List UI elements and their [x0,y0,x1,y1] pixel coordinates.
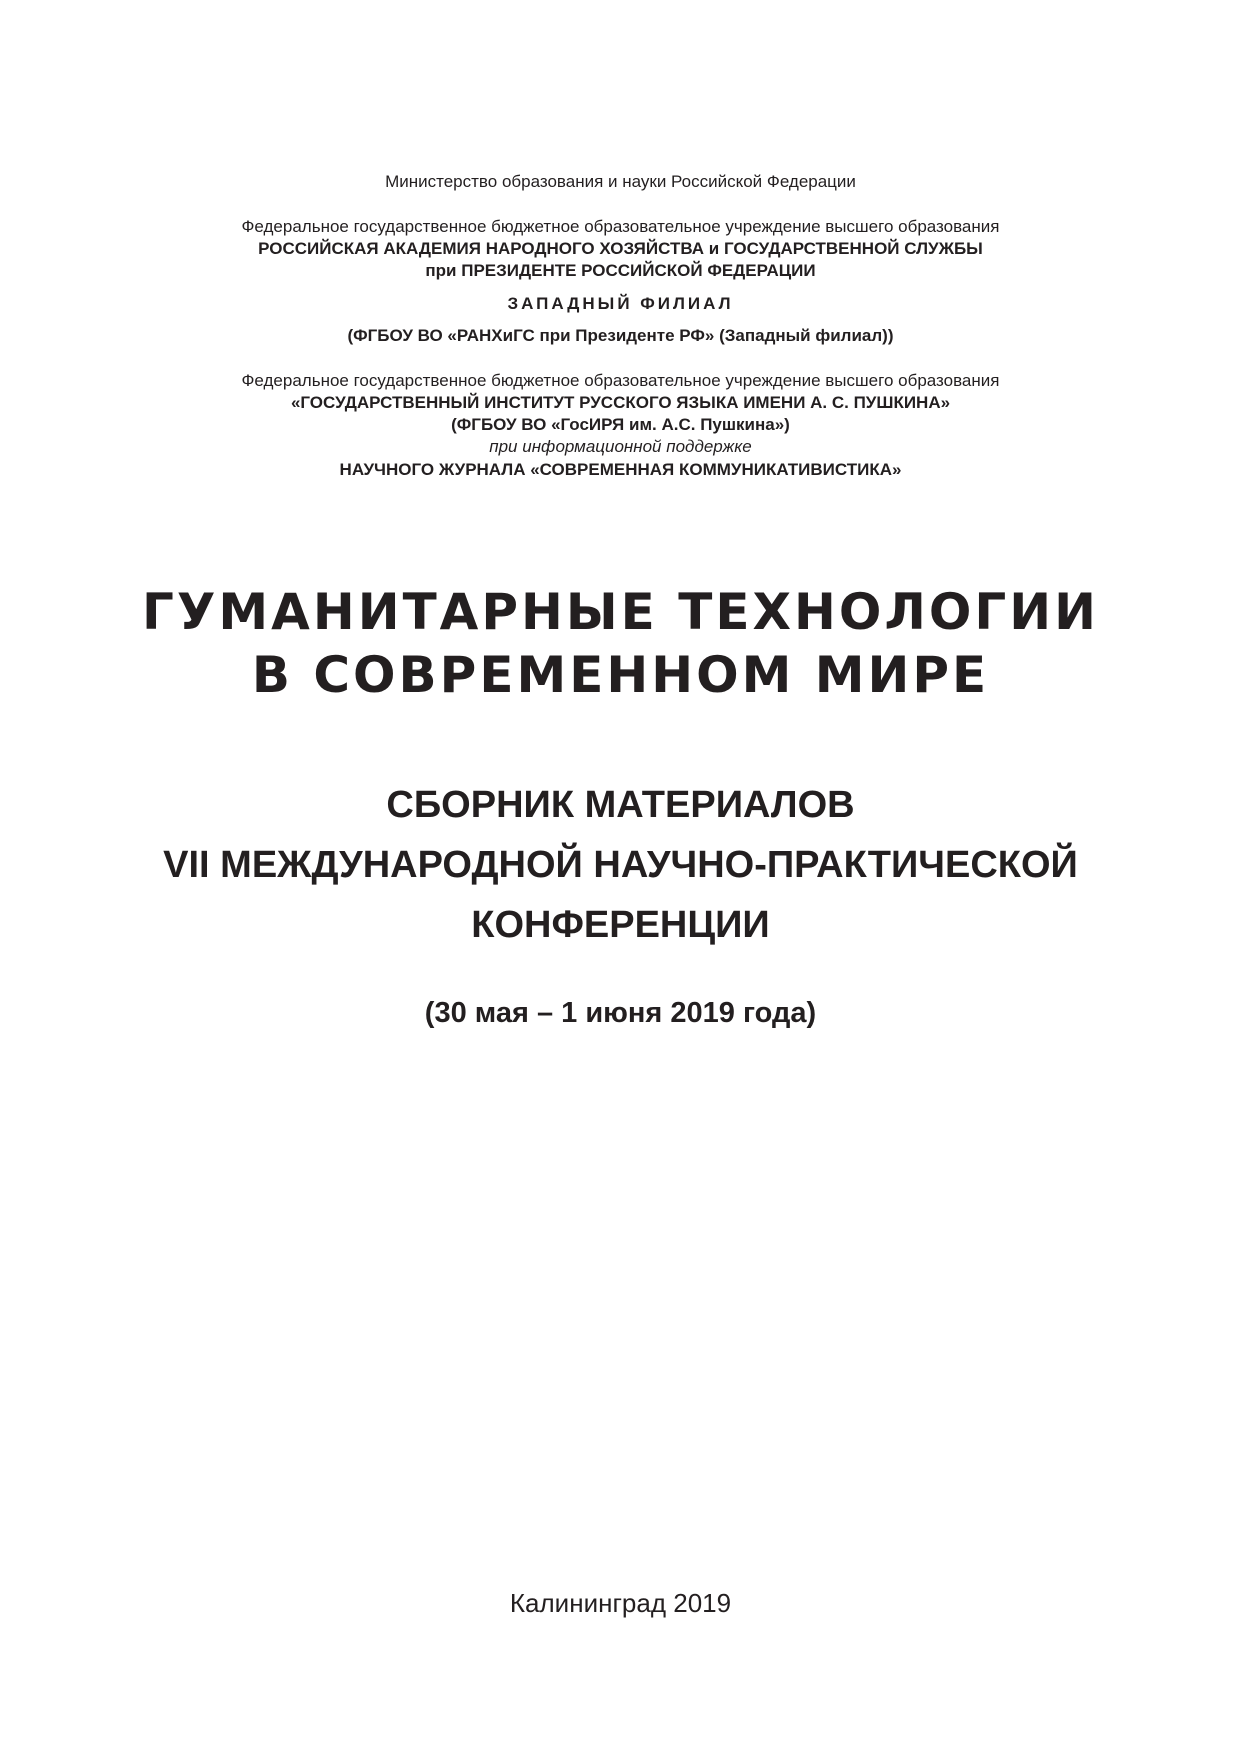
org1-branch: ЗАПАДНЫЙ ФИЛИАЛ [507,294,734,313]
org1-name-line2: при ПРЕЗИДЕНТЕ РОССИЙСКОЙ ФЕДЕРАЦИИ [425,261,816,280]
org1-abbreviation: (ФГБОУ ВО «РАНХиГС при Президенте РФ» (Западный филиал)) [347,326,894,345]
support-note: при информационной поддержке [489,437,752,456]
org2-type: Федеральное государственное бюджетное образовательное учреждение высшего образования [241,371,1000,390]
ministry-name: Министерство образования и науки Российской Федерации [385,172,856,191]
subtitle-line1: СБОРНИК МАТЕРИАЛОВ [386,784,855,826]
org1-name-line1: РОССИЙСКАЯ АКАДЕМИЯ НАРОДНОГО ХОЗЯЙСТВА и ГОСУДАРСТВЕННОЙ СЛУЖБЫ [258,239,983,258]
city-year: Калининград 2019 [509,1588,732,1618]
subtitle-line3: КОНФЕРЕНЦИИ [471,904,770,946]
conference-dates: (30 мая – 1 июня 2019 года) [424,997,817,1029]
journal-name: НАУЧНОГО ЖУРНАЛА «СОВРЕМЕННАЯ КОММУНИКАТИВИСТИКА» [339,460,902,479]
main-title-line2: В СОВРЕМЕННОМ МИРЕ [251,646,990,704]
org1-type: Федеральное государственное бюджетное образовательное учреждение высшего образования [241,217,1000,236]
org2-name: «ГОСУДАРСТВЕННЫЙ ИНСТИТУТ РУССКОГО ЯЗЫКА ИМЕНИ А. С. ПУШКИНА» [290,393,951,412]
org2-abbreviation: (ФГБОУ ВО «ГосИРЯ им. А.С. Пушкина») [451,415,790,434]
main-title-line1: ГУМАНИТАРНЫЕ ТЕХНОЛОГИИ [142,583,1099,641]
subtitle-line2: VII МЕЖДУНАРОДНОЙ НАУЧНО-ПРАКТИЧЕСКОЙ [163,844,1078,886]
